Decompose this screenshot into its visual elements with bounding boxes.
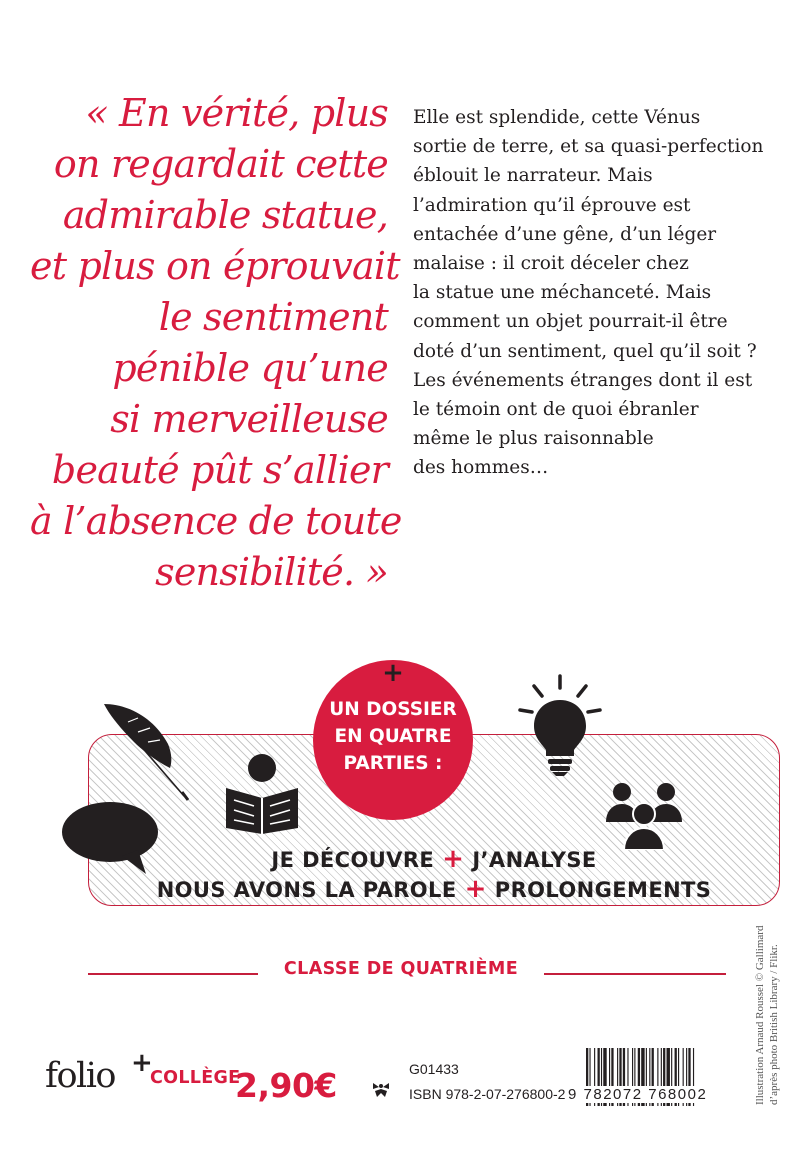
dossier-parts-row (88, 844, 780, 874)
lightbulb-icon (512, 672, 608, 776)
dossier-part: J’ANALYSE (472, 848, 597, 872)
summary-line: sortie de terre, et sa quasi-perfection (413, 136, 764, 158)
dossier-badge (313, 660, 473, 820)
credit-line: Illustration Arnaud Roussel © Gallimard (754, 925, 766, 1105)
publisher-logo: folio (45, 1056, 115, 1096)
plus-separator: + (464, 874, 487, 904)
dossier-parts-row (88, 874, 780, 904)
price: 2,90€ (235, 1066, 337, 1105)
quote-line: et plus on éprouvait (30, 244, 400, 288)
quote-line: sensibilité. » (155, 550, 388, 594)
collection-name: COLLÈGE (150, 1068, 241, 1088)
quote-line: le sentiment (158, 295, 388, 339)
summary-line: Les événements étranges dont il est (413, 369, 753, 391)
product-code: G01433 (409, 1061, 459, 1077)
publisher-logo-plus: + (131, 1048, 153, 1078)
class-level: CLASSE DE QUATRIÈME (283, 959, 519, 979)
barcode-digits: 9 782072 768002 (568, 1086, 730, 1103)
quill-icon (98, 698, 194, 802)
credit-line: d’après photo British Library / Flikr. (768, 944, 780, 1105)
badge-plus: + (382, 658, 404, 688)
reader-icon (222, 752, 304, 834)
divider (88, 973, 258, 975)
summary-line: entachée d’une gêne, d’un léger (413, 223, 717, 245)
dossier-part: NOUS AVONS LA PAROLE (156, 878, 457, 902)
summary-text (413, 103, 793, 483)
summary-line: éblouit le narrateur. Mais (413, 165, 653, 187)
quote-line: « En vérité, plus (85, 91, 388, 135)
summary-line: des hommes… (413, 457, 549, 479)
dossier-part: JE DÉCOUVRE (271, 848, 435, 872)
gallimard-mark-icon (371, 1079, 391, 1099)
summary-line: même le plus raisonnable (413, 428, 654, 450)
badge-line: UN DOSSIER (329, 699, 457, 720)
plus-separator: + (442, 844, 465, 874)
illustration-credit (753, 926, 781, 1105)
summary-line: la statue une méchanceté. Mais (413, 282, 712, 304)
dossier-part: PROLONGEMENTS (494, 878, 712, 902)
summary-line: l’admiration qu’il éprouve est (413, 194, 691, 216)
quote-line: pénible qu’une (112, 346, 388, 390)
summary-line: Elle est splendide, cette Vénus (413, 107, 701, 128)
badge-line: EN QUATRE (334, 726, 452, 747)
summary-line: malaise : il croit déceler chez (413, 253, 689, 275)
quote (30, 88, 402, 598)
summary-line: doté d’un sentiment, quel qu’il soit ? (413, 340, 757, 362)
group-icon (596, 782, 692, 850)
summary-line: le témoin ont de quoi ébranler (413, 399, 699, 421)
quote-line: admirable statue, (62, 193, 388, 237)
summary-line: comment un objet pourrait-il être (413, 311, 728, 333)
quote-line: si merveilleuse (110, 397, 388, 441)
divider (544, 973, 726, 975)
quote-line: beauté pût s’allier (51, 448, 388, 492)
badge-line: PARTIES : (343, 753, 443, 774)
quote-line: on regardait cette (53, 142, 388, 186)
quote-line: à l’absence de toute (30, 499, 402, 543)
isbn: ISBN 978-2-07-276800-2 (409, 1086, 566, 1102)
